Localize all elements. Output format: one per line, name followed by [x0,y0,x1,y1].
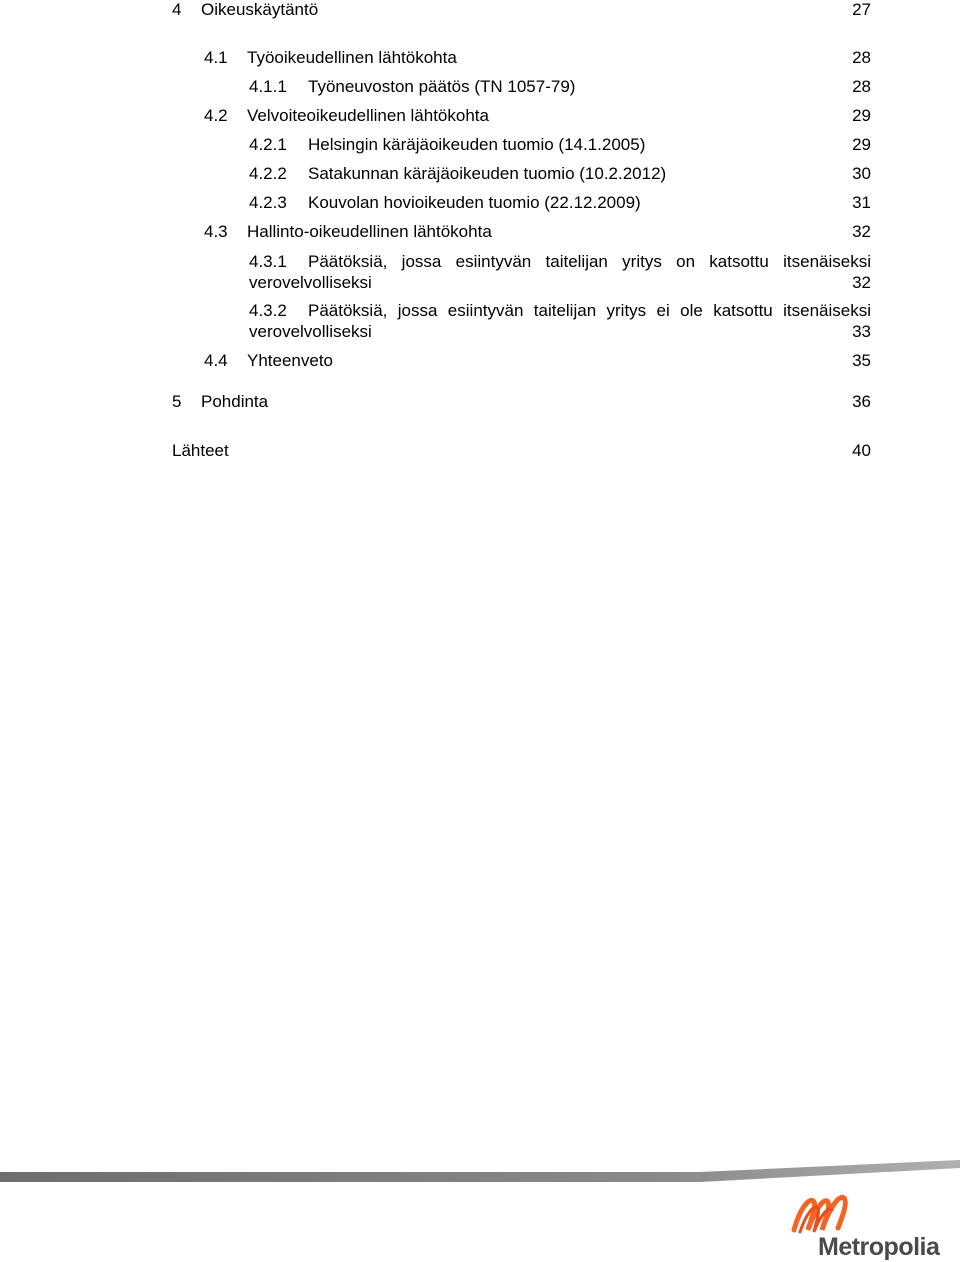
toc-number: 4.2.3 [249,193,287,212]
toc-page: 33 [852,322,871,341]
toc-page: 27 [852,0,871,19]
toc-title-line1: Päätöksiä, jossa esiintyvän taitelijan yritys ei ole katsottu itsenäiseksi [308,301,871,320]
toc-entry[interactable] [249,252,871,294]
footer-band-stripe [0,1160,960,1182]
toc-page: 31 [852,193,871,212]
toc-number: 4.3.1 [249,252,287,271]
toc-page: 29 [852,135,871,154]
toc-number: 5 [172,392,182,411]
toc-title: Työoikeudellinen lähtökohta [247,48,457,67]
toc-page: 32 [852,222,871,241]
toc-title: Yhteenveto [247,351,334,370]
toc-number: 4.2.2 [249,164,287,183]
toc-page: 32 [852,273,871,292]
toc-title: Pohdinta [201,392,269,411]
toc-title-line1: Päätöksiä, jossa esiintyvän taitelijan yritys on katsottu itsenäiseksi [308,252,871,271]
toc-page: 35 [852,351,871,370]
toc-title: Lähteet [172,441,229,460]
toc-title: Helsingin käräjäoikeuden tuomio (14.1.2005) [308,135,646,154]
toc-title: Satakunnan käräjäoikeuden tuomio (10.2.2012) [308,164,667,183]
toc-page: 30 [852,164,871,183]
toc-number: 4.1.1 [249,77,287,96]
toc-page: 28 [852,48,871,67]
toc-title: Hallinto-oikeudellinen lähtökohta [247,222,492,241]
toc-title: Velvoiteoikeudellinen lähtökohta [247,106,489,125]
toc-number: 4.4 [204,351,228,370]
toc-title: Työneuvoston päätös (TN 1057-79) [308,77,576,96]
toc-page: 29 [852,106,871,125]
toc-title: Kouvolan hovioikeuden tuomio (22.12.2009) [308,193,641,212]
toc-page: 36 [852,392,871,411]
toc-number: 4.1 [204,48,228,67]
toc-title: Oikeuskäytäntö [201,0,319,19]
toc-page: 40 [852,441,871,460]
toc-number: 4.2.1 [249,135,287,154]
toc-title-line2: verovelvolliseksi [249,273,372,292]
toc-number: 4.2 [204,106,228,125]
metropolia-logo-text: Metropolia [818,1233,940,1261]
toc-number: 4.3 [204,222,228,241]
toc-page: 28 [852,77,871,96]
toc-number: 4 [172,0,182,19]
toc-title-line2: verovelvolliseksi [249,322,372,341]
toc-number: 4.3.2 [249,301,287,320]
toc-entry[interactable] [249,301,871,343]
